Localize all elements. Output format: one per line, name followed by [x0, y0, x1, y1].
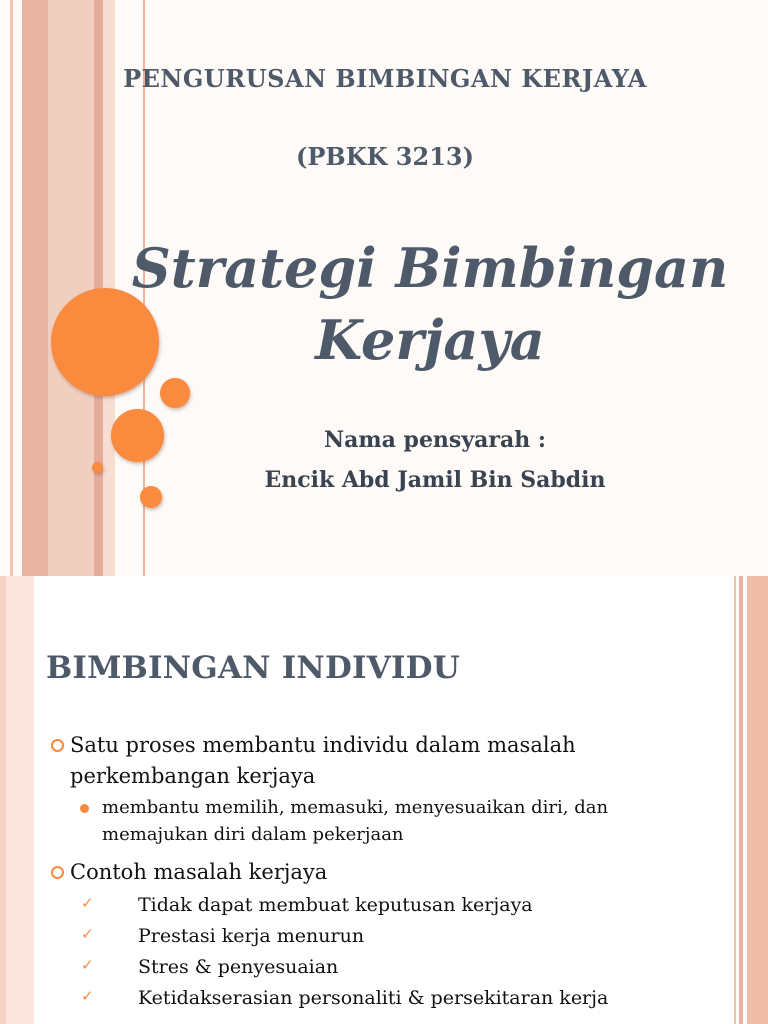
slide-heading: BIMBINGAN INDIVIDU	[46, 650, 461, 686]
decorative-stripe	[739, 576, 743, 1024]
bullet-item	[70, 730, 710, 792]
decorative-stripe	[22, 0, 48, 576]
lecturer-name: Encik Abd Jamil Bin Sabdin	[264, 467, 606, 493]
orange-ring-bullet-icon	[51, 739, 64, 752]
check-item: Ketidakserasian personaliti & persekitaran kerja	[138, 987, 609, 1009]
orange-checkmark-icon: ✓	[81, 987, 94, 1005]
check-item: Tidak dapat membuat keputusan kerjaya	[138, 894, 533, 916]
lecturer-label: Nama pensyarah :	[324, 427, 546, 453]
orange-checkmark-icon: ✓	[81, 956, 94, 974]
decorative-circle	[92, 462, 103, 473]
check-item: Prestasi kerja menurun	[138, 925, 365, 947]
slide-title	[120, 232, 740, 376]
decorative-circle	[140, 486, 162, 508]
sub-bullet-line: membantu memilih, memasuki, menyesuaikan diri, dan	[102, 797, 609, 818]
lecturer-block	[200, 420, 670, 500]
decorative-circle	[160, 378, 190, 408]
content-slide	[0, 576, 768, 1024]
orange-ring-bullet-icon	[51, 866, 64, 879]
sub-bullet-line: memajukan diri dalam pekerjaan	[102, 824, 404, 845]
bullet-line: perkembangan kerjaya	[70, 764, 316, 788]
decorative-circle	[111, 409, 164, 462]
slide-title-line-1: Strategi Bimbingan	[131, 236, 729, 300]
decorative-stripe	[10, 0, 13, 576]
orange-dot-bullet-icon	[80, 804, 89, 813]
course-code: (PBKK 3213)	[296, 142, 474, 171]
decorative-stripe	[747, 576, 768, 1024]
orange-checkmark-icon: ✓	[81, 925, 94, 943]
sub-bullet-item	[102, 794, 722, 848]
orange-checkmark-icon: ✓	[81, 894, 94, 912]
slide-title-line-2: Kerjaya	[315, 308, 545, 372]
check-item: Stres & penyesuaian	[138, 956, 339, 978]
course-title: PENGURUSAN BIMBINGAN KERJAYA	[123, 64, 647, 93]
bullet-item: Contoh masalah kerjaya	[70, 860, 328, 884]
left-band-edge	[0, 576, 6, 1024]
bullet-line: Satu proses membantu individu dalam masalah	[70, 733, 576, 757]
decorative-stripe	[734, 576, 736, 1024]
